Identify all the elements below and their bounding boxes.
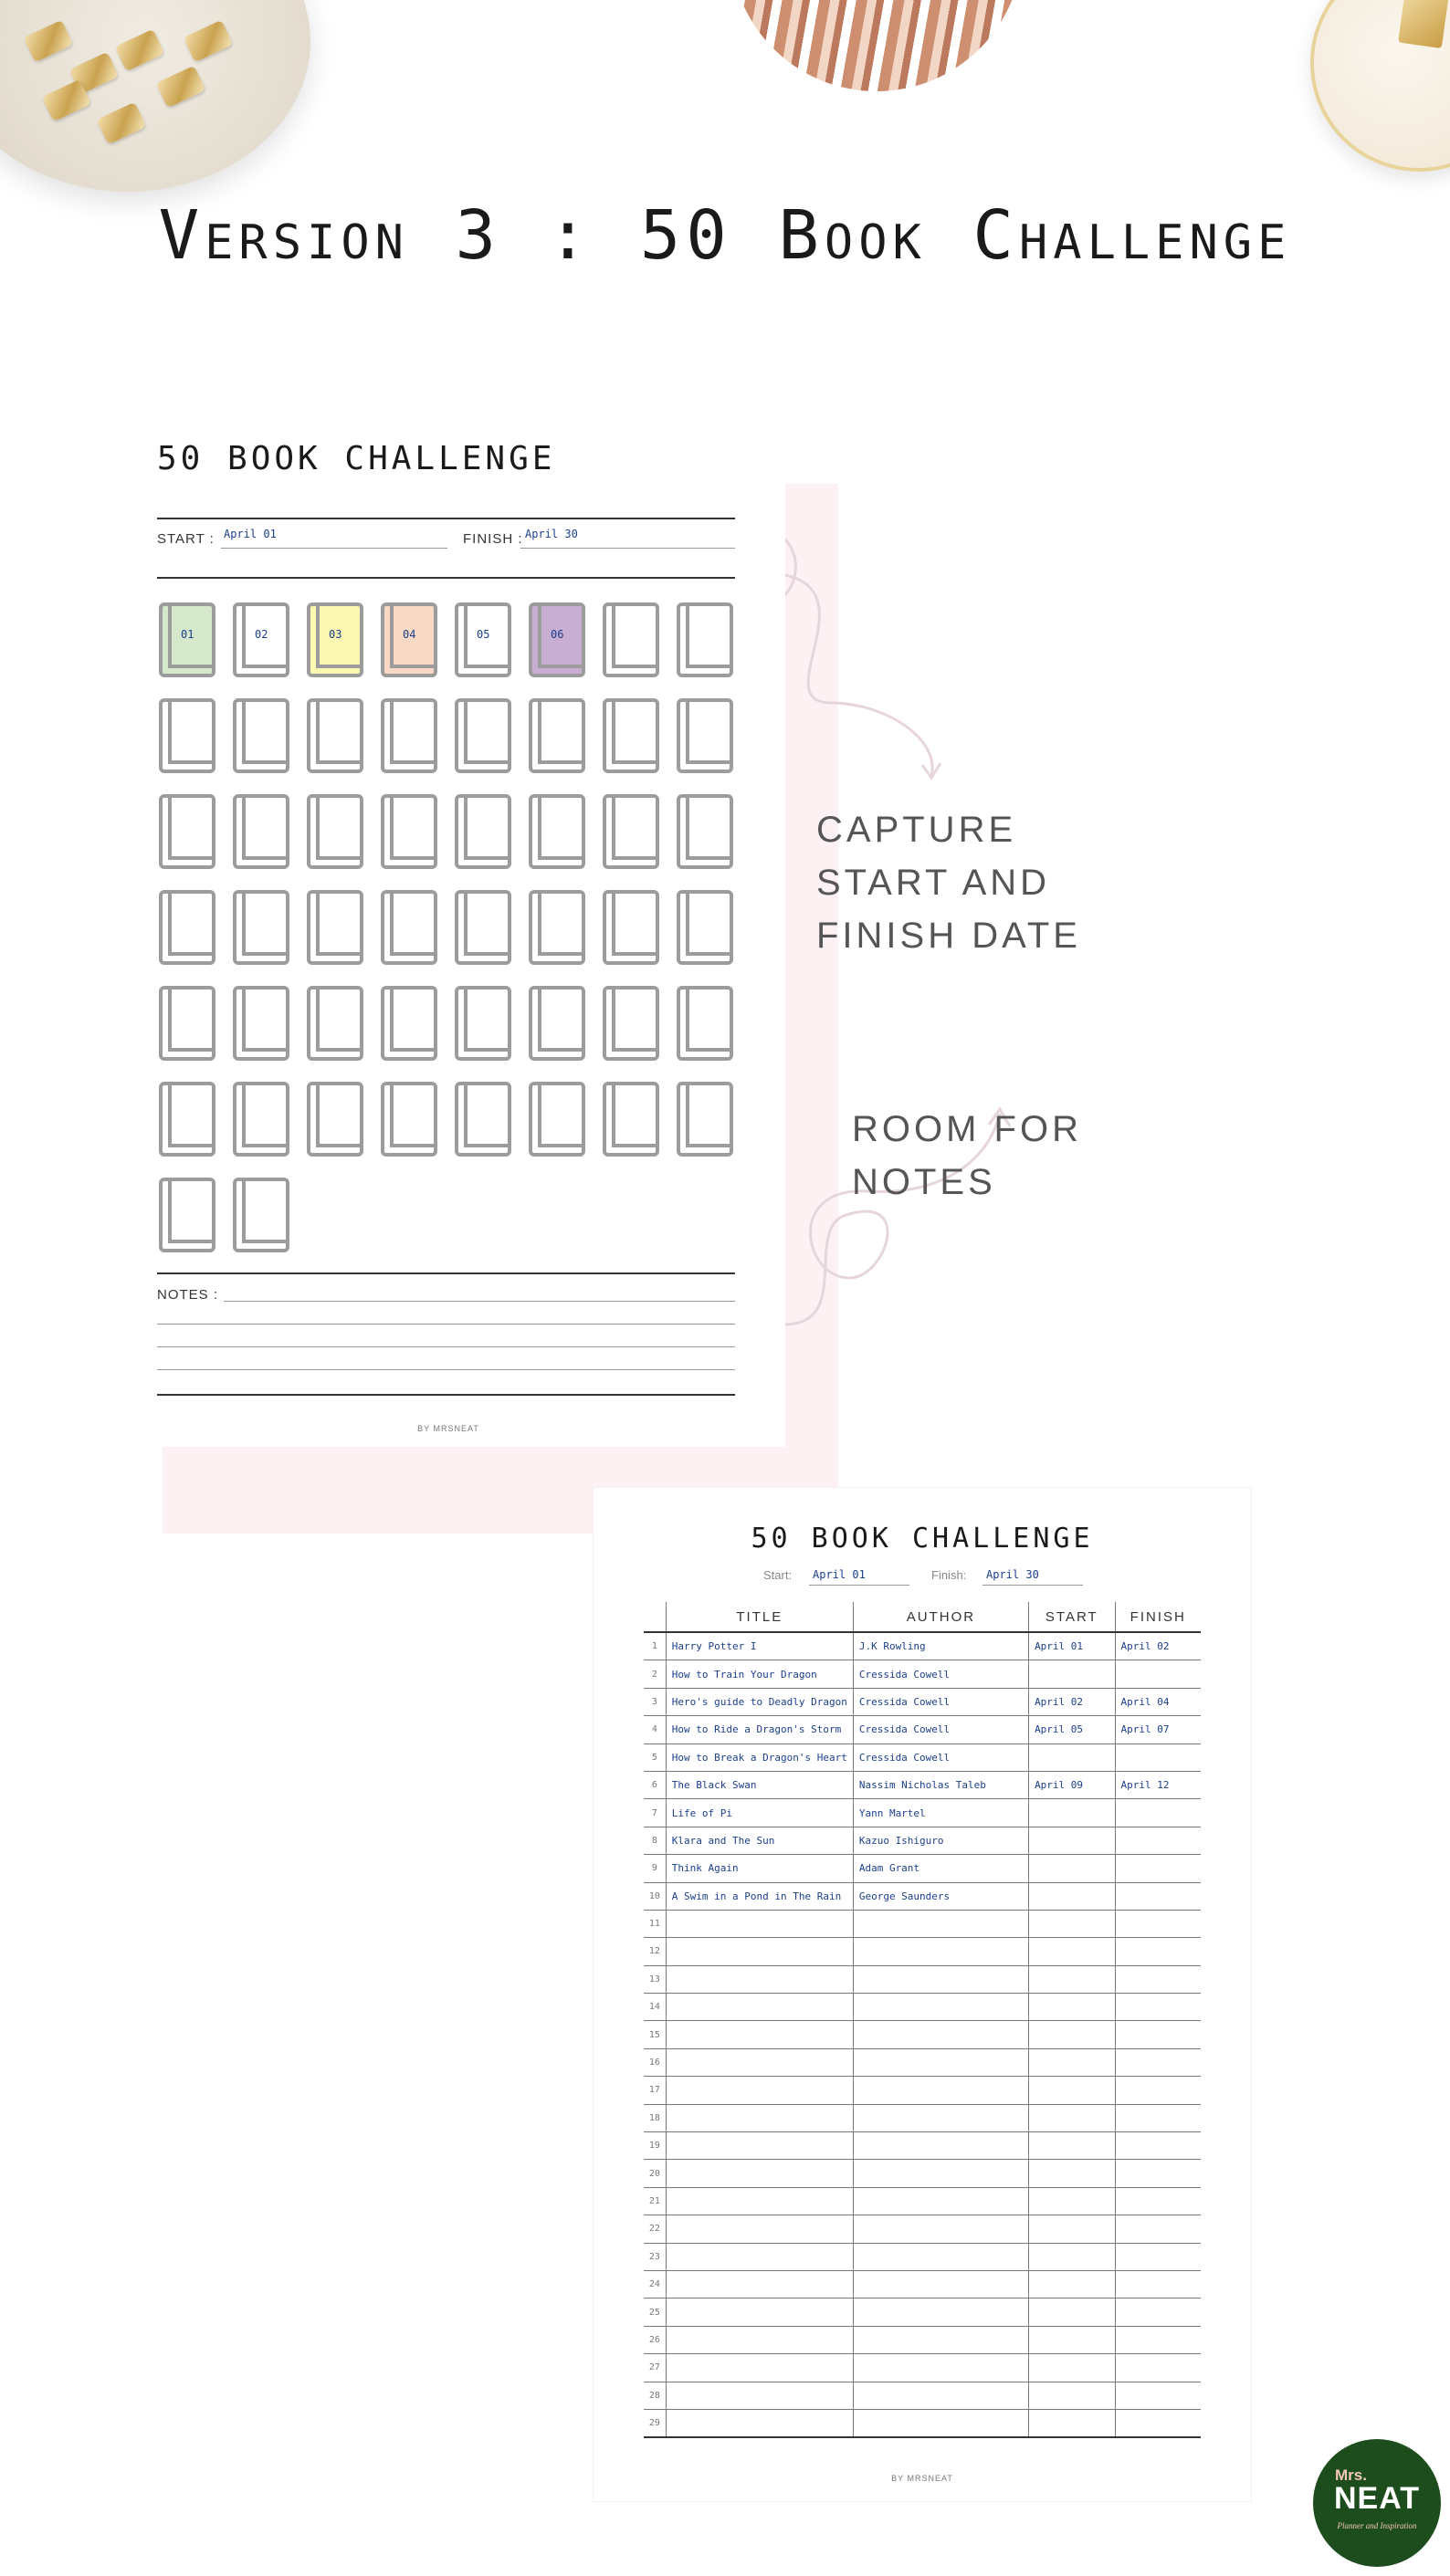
cell-start[interactable] <box>1029 1799 1115 1827</box>
table-row <box>644 1938 1201 1965</box>
cell-start[interactable] <box>1029 2187 1115 2215</box>
column-header-author: AUTHOR <box>853 1602 1028 1632</box>
cell-start[interactable] <box>1029 1965 1115 1993</box>
table-row <box>644 2048 1201 2076</box>
row-number: 25 <box>644 2299 666 2326</box>
notes-label: NOTES : <box>157 1287 219 1303</box>
cell-start[interactable] <box>1029 2215 1115 2243</box>
row-number: 6 <box>644 1771 666 1798</box>
book-slot[interactable] <box>307 602 363 677</box>
book-slot[interactable] <box>455 698 511 773</box>
cell-title[interactable] <box>666 2132 853 2160</box>
book-slot[interactable] <box>455 986 511 1061</box>
cell-finish[interactable] <box>1115 2243 1201 2270</box>
book-slot[interactable] <box>677 698 733 773</box>
start-value[interactable]: April 01 <box>813 1568 866 1581</box>
book-slot[interactable] <box>529 698 585 773</box>
cell-author[interactable] <box>853 2104 1028 2131</box>
cell-finish[interactable] <box>1115 1855 1201 1882</box>
start-label: Start: <box>763 1568 793 1582</box>
finish-value[interactable]: April 30 <box>525 528 578 540</box>
cell-start[interactable] <box>1029 1938 1115 1965</box>
cell-start[interactable] <box>1029 2409 1115 2437</box>
book-slot[interactable] <box>307 794 363 869</box>
cell-title[interactable]: Hero's guide to Deadly Dragon <box>666 1688 853 1715</box>
cell-author[interactable] <box>853 1965 1028 1993</box>
row-number: 24 <box>644 2270 666 2298</box>
cell-author[interactable]: Nassim Nicholas Taleb <box>853 1771 1028 1798</box>
cell-author[interactable] <box>853 1910 1028 1937</box>
book-slot[interactable] <box>603 794 659 869</box>
table-row <box>644 2354 1201 2382</box>
cell-finish[interactable] <box>1115 2215 1201 2243</box>
book-grid-page <box>137 393 785 1447</box>
cell-start[interactable] <box>1029 2077 1115 2104</box>
cell-author[interactable]: Cressida Cowell <box>853 1716 1028 1744</box>
cell-finish[interactable] <box>1115 2187 1201 2215</box>
cell-author[interactable] <box>853 2409 1028 2437</box>
book-slot[interactable] <box>381 890 437 965</box>
book-slot[interactable] <box>603 890 659 965</box>
page-footer: BY MRSNEAT <box>417 1424 479 1433</box>
book-number: 03 <box>329 628 342 641</box>
cell-author[interactable] <box>853 2243 1028 2270</box>
cell-start[interactable] <box>1029 2326 1115 2353</box>
cell-finish[interactable]: April 07 <box>1115 1716 1201 1744</box>
cell-finish[interactable] <box>1115 2354 1201 2382</box>
table-row <box>644 2104 1201 2131</box>
row-number: 8 <box>644 1827 666 1854</box>
cell-finish[interactable] <box>1115 1910 1201 1937</box>
cell-start[interactable] <box>1029 2299 1115 2326</box>
row-number: 22 <box>644 2215 666 2243</box>
cell-title[interactable] <box>666 2160 853 2187</box>
start-value[interactable]: April 01 <box>224 528 277 540</box>
cell-start[interactable] <box>1029 1855 1115 1882</box>
book-slot[interactable] <box>677 986 733 1061</box>
book-slot[interactable] <box>455 602 511 677</box>
book-slot[interactable] <box>381 986 437 1061</box>
cell-title[interactable] <box>666 1965 853 1993</box>
book-slot[interactable] <box>233 890 289 965</box>
row-number: 12 <box>644 1938 666 1965</box>
table-row <box>644 2215 1201 2243</box>
cell-author[interactable]: Adam Grant <box>853 1855 1028 1882</box>
row-number: 19 <box>644 2132 666 2160</box>
row-number: 7 <box>644 1799 666 1827</box>
cell-author[interactable] <box>853 2354 1028 2382</box>
mrs-neat-logo <box>1313 2439 1441 2567</box>
book-slot[interactable] <box>381 794 437 869</box>
table-row <box>644 2299 1201 2326</box>
cell-finish[interactable] <box>1115 1882 1201 1910</box>
cell-finish[interactable] <box>1115 1994 1201 2021</box>
cell-title[interactable]: Klara and The Sun <box>666 1827 853 1854</box>
page-title: 50 BOOK CHALLENGE <box>157 440 556 477</box>
book-slot[interactable] <box>159 1178 215 1252</box>
cell-title[interactable]: How to Break a Dragon's Heart <box>666 1744 853 1771</box>
table-row <box>644 1688 1201 1715</box>
book-slot[interactable] <box>159 794 215 869</box>
cell-title[interactable] <box>666 2299 853 2326</box>
cell-finish[interactable] <box>1115 2160 1201 2187</box>
row-number: 26 <box>644 2326 666 2353</box>
cell-title[interactable] <box>666 2021 853 2048</box>
book-slot[interactable] <box>529 890 585 965</box>
cell-author[interactable] <box>853 2215 1028 2243</box>
row-number: 5 <box>644 1744 666 1771</box>
cell-title[interactable] <box>666 2104 853 2131</box>
book-slot[interactable] <box>159 890 215 965</box>
finish-label: FINISH : <box>463 531 523 547</box>
cell-start[interactable]: April 05 <box>1029 1716 1115 1744</box>
table-row <box>644 1799 1201 1827</box>
cell-author[interactable] <box>853 2132 1028 2160</box>
cell-finish[interactable] <box>1115 2132 1201 2160</box>
book-number: 02 <box>255 628 268 641</box>
cell-title[interactable]: A Swim in a Pond in The Rain <box>666 1882 853 1910</box>
cell-start[interactable] <box>1029 1910 1115 1937</box>
main-title: Version 3 : 50 Book Challenge <box>158 196 1292 275</box>
book-slot[interactable] <box>307 986 363 1061</box>
book-slot[interactable] <box>159 602 215 677</box>
row-number: 13 <box>644 1965 666 1993</box>
cell-author[interactable] <box>853 2187 1028 2215</box>
cell-author[interactable] <box>853 2299 1028 2326</box>
cell-start[interactable]: April 09 <box>1029 1771 1115 1798</box>
logo-brand-text: NEAT <box>1333 2481 1421 2516</box>
cell-start[interactable] <box>1029 2160 1115 2187</box>
book-slot[interactable] <box>159 698 215 773</box>
book-slot[interactable] <box>529 986 585 1061</box>
book-slot[interactable] <box>677 1082 733 1157</box>
book-slot[interactable] <box>381 698 437 773</box>
cell-author[interactable] <box>853 1994 1028 2021</box>
cell-title[interactable] <box>666 2409 853 2437</box>
table-row <box>644 2243 1201 2270</box>
cell-author[interactable]: J.K Rowling <box>853 1632 1028 1660</box>
cell-author[interactable] <box>853 2077 1028 2104</box>
cell-start[interactable] <box>1029 1744 1115 1771</box>
reading-log-page <box>594 1488 1251 2501</box>
cell-title[interactable]: How to Train Your Dragon <box>666 1660 853 1688</box>
book-slot[interactable] <box>159 1082 215 1157</box>
cell-start[interactable] <box>1029 2021 1115 2048</box>
book-slot[interactable] <box>233 1082 289 1157</box>
cell-start[interactable] <box>1029 2243 1115 2270</box>
row-number: 16 <box>644 2048 666 2076</box>
book-slot[interactable] <box>677 890 733 965</box>
cell-title[interactable] <box>666 1938 853 1965</box>
table-row <box>644 1744 1201 1771</box>
row-number: 29 <box>644 2409 666 2437</box>
cell-start[interactable] <box>1029 2354 1115 2382</box>
cell-title[interactable] <box>666 2187 853 2215</box>
book-number: 04 <box>403 628 416 641</box>
cell-author[interactable] <box>853 2326 1028 2353</box>
cell-finish[interactable] <box>1115 1799 1201 1827</box>
cell-title[interactable]: Think Again <box>666 1855 853 1882</box>
page-title: 50 BOOK CHALLENGE <box>751 1523 1094 1555</box>
row-number: 4 <box>644 1716 666 1744</box>
cell-start[interactable] <box>1029 1882 1115 1910</box>
book-slot[interactable] <box>677 794 733 869</box>
binder-clips-bowl <box>0 0 310 192</box>
table-row <box>644 1827 1201 1854</box>
table-row <box>644 2160 1201 2187</box>
cell-author[interactable] <box>853 2270 1028 2298</box>
row-number: 9 <box>644 1855 666 1882</box>
table-row <box>644 1771 1201 1798</box>
table-row <box>644 1965 1201 1993</box>
table-row <box>644 2409 1201 2437</box>
table-row <box>644 2326 1201 2353</box>
table-row <box>644 1910 1201 1937</box>
book-slot[interactable] <box>307 890 363 965</box>
book-slot[interactable] <box>159 986 215 1061</box>
cell-finish[interactable] <box>1115 2299 1201 2326</box>
column-header-title: TITLE <box>666 1602 853 1632</box>
table-row <box>644 1882 1201 1910</box>
column-header-start: START <box>1029 1602 1115 1632</box>
cell-finish[interactable]: April 12 <box>1115 1771 1201 1798</box>
cell-start[interactable] <box>1029 2132 1115 2160</box>
cell-finish[interactable] <box>1115 2077 1201 2104</box>
cell-finish[interactable] <box>1115 1965 1201 1993</box>
finish-label: Finish: <box>931 1568 967 1582</box>
book-slot[interactable] <box>455 890 511 965</box>
book-slot[interactable] <box>603 602 659 677</box>
row-number: 15 <box>644 2021 666 2048</box>
cell-finish[interactable] <box>1115 2021 1201 2048</box>
cell-finish[interactable] <box>1115 2326 1201 2353</box>
cell-author[interactable]: Yann Martel <box>853 1799 1028 1827</box>
row-number: 21 <box>644 2187 666 2215</box>
table-row <box>644 2077 1201 2104</box>
table-row <box>644 1994 1201 2021</box>
row-number: 1 <box>644 1632 666 1660</box>
book-slot[interactable] <box>677 602 733 677</box>
page-footer: BY MRSNEAT <box>891 2474 953 2483</box>
row-number: 23 <box>644 2243 666 2270</box>
book-slot[interactable] <box>529 794 585 869</box>
book-slot[interactable] <box>603 1082 659 1157</box>
cell-title[interactable] <box>666 1994 853 2021</box>
cell-start[interactable] <box>1029 2270 1115 2298</box>
cell-title[interactable] <box>666 1910 853 1937</box>
cell-finish[interactable] <box>1115 2270 1201 2298</box>
book-slot[interactable] <box>529 1082 585 1157</box>
table-row <box>644 1855 1201 1882</box>
cell-author[interactable]: Cressida Cowell <box>853 1688 1028 1715</box>
cell-start[interactable] <box>1029 2382 1115 2409</box>
cell-title[interactable] <box>666 2215 853 2243</box>
cell-finish[interactable] <box>1115 1660 1201 1688</box>
book-slot[interactable] <box>233 602 289 677</box>
copper-leaf-decoration <box>730 0 1023 91</box>
start-label: START : <box>157 531 215 547</box>
row-number: 2 <box>644 1660 666 1688</box>
cell-finish[interactable] <box>1115 2104 1201 2131</box>
table-row <box>644 2270 1201 2298</box>
cell-finish[interactable] <box>1115 1938 1201 1965</box>
book-slot[interactable] <box>603 986 659 1061</box>
cell-start[interactable] <box>1029 1994 1115 2021</box>
cell-author[interactable] <box>853 2382 1028 2409</box>
cell-finish[interactable] <box>1115 2048 1201 2076</box>
cell-finish[interactable]: April 02 <box>1115 1632 1201 1660</box>
book-slot[interactable] <box>233 698 289 773</box>
cell-start[interactable] <box>1029 1827 1115 1854</box>
finish-value[interactable]: April 30 <box>986 1568 1039 1581</box>
row-number: 27 <box>644 2354 666 2382</box>
notes-callout: ROOM FOR NOTES <box>852 1109 1082 1202</box>
cell-author[interactable]: Cressida Cowell <box>853 1660 1028 1688</box>
cell-start[interactable] <box>1029 1660 1115 1688</box>
cell-start[interactable]: April 01 <box>1029 1632 1115 1660</box>
table-row <box>644 2187 1201 2215</box>
column-header-finish: FINISH <box>1115 1602 1201 1632</box>
capture-dates-callout: CAPTURE START AND FINISH DATE <box>816 810 1081 956</box>
cell-title[interactable]: How to Ride a Dragon's Storm <box>666 1716 853 1744</box>
book-slot[interactable] <box>307 698 363 773</box>
book-slot[interactable] <box>381 1082 437 1157</box>
cell-title[interactable] <box>666 2048 853 2076</box>
row-number: 18 <box>644 2104 666 2131</box>
cell-author[interactable] <box>853 1938 1028 1965</box>
book-slot[interactable] <box>455 794 511 869</box>
book-slot[interactable] <box>233 1178 289 1252</box>
cell-start[interactable] <box>1029 2104 1115 2131</box>
row-number: 11 <box>644 1910 666 1937</box>
row-number: 17 <box>644 2077 666 2104</box>
book-number: 05 <box>477 628 490 641</box>
table-row <box>644 2132 1201 2160</box>
book-number: 06 <box>551 628 564 641</box>
row-number: 20 <box>644 2160 666 2187</box>
cell-title[interactable]: Life of Pi <box>666 1799 853 1827</box>
cell-start[interactable]: April 02 <box>1029 1688 1115 1715</box>
cell-finish[interactable]: April 04 <box>1115 1688 1201 1715</box>
cell-title[interactable]: The Black Swan <box>666 1771 853 1798</box>
table-row <box>644 1660 1201 1688</box>
book-slot[interactable] <box>307 1082 363 1157</box>
table-row <box>644 2382 1201 2409</box>
book-number: 01 <box>181 628 194 641</box>
book-slot[interactable] <box>455 1082 511 1157</box>
reading-log-table <box>644 1602 1201 2438</box>
cell-finish[interactable] <box>1115 1827 1201 1854</box>
cell-finish[interactable] <box>1115 2382 1201 2409</box>
cell-finish[interactable] <box>1115 1744 1201 1771</box>
cell-start[interactable] <box>1029 2048 1115 2076</box>
book-slot[interactable] <box>233 986 289 1061</box>
book-slot[interactable] <box>529 602 585 677</box>
cell-title[interactable] <box>666 2326 853 2353</box>
row-number: 10 <box>644 1882 666 1910</box>
cell-title[interactable] <box>666 2270 853 2298</box>
logo-tagline: Planner and Inspiration <box>1337 2521 1417 2530</box>
row-number: 14 <box>644 1994 666 2021</box>
book-slot[interactable] <box>381 602 437 677</box>
gold-clip-decoration <box>1398 0 1449 48</box>
cell-finish[interactable] <box>1115 2409 1201 2437</box>
cell-title[interactable] <box>666 2354 853 2382</box>
cell-author[interactable]: Cressida Cowell <box>853 1744 1028 1771</box>
table-row <box>644 2021 1201 2048</box>
table-header-row <box>644 1602 1201 1632</box>
cell-author[interactable] <box>853 2048 1028 2076</box>
cell-author[interactable]: George Saunders <box>853 1882 1028 1910</box>
cell-title[interactable]: Harry Potter I <box>666 1632 853 1660</box>
table-row <box>644 1716 1201 1744</box>
cell-title[interactable] <box>666 2077 853 2104</box>
table-row <box>644 1632 1201 1660</box>
logo-small-text: Mrs. <box>1335 2466 1367 2484</box>
cell-title[interactable] <box>666 2382 853 2409</box>
cell-author[interactable] <box>853 2021 1028 2048</box>
book-slot[interactable] <box>603 698 659 773</box>
row-number: 28 <box>644 2382 666 2409</box>
cell-title[interactable] <box>666 2243 853 2270</box>
row-number: 3 <box>644 1688 666 1715</box>
cell-author[interactable] <box>853 2160 1028 2187</box>
cell-author[interactable]: Kazuo Ishiguro <box>853 1827 1028 1854</box>
book-slot[interactable] <box>233 794 289 869</box>
